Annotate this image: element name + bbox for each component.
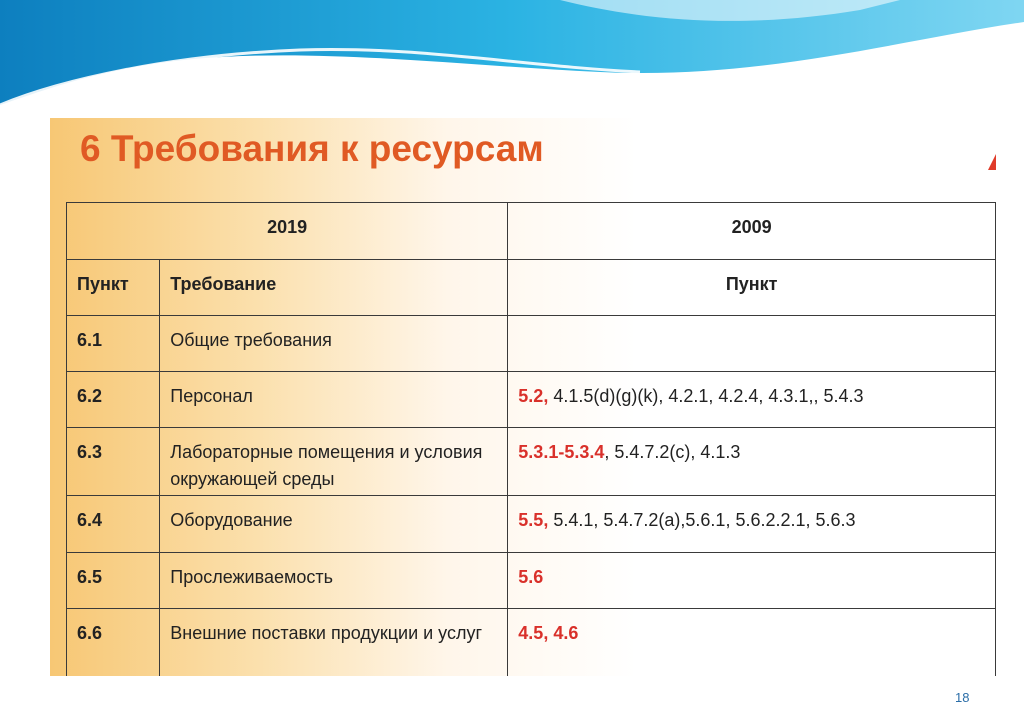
ref-highlight: 4.5, 4.6 <box>518 623 579 643</box>
ref-highlight: 5.6 <box>518 567 544 587</box>
table-row <box>67 496 996 553</box>
row-number: 6.1 <box>67 316 160 372</box>
table-header-row <box>67 260 996 316</box>
row-number: 6.4 <box>67 496 160 553</box>
row-reference <box>508 496 996 553</box>
row-number: 6.2 <box>67 372 160 428</box>
requirements-table <box>66 202 996 676</box>
page-number: 18 <box>955 690 970 705</box>
row-number: 6.6 <box>67 609 160 677</box>
ref-highlight: 5.3.1-5.3.4 <box>518 442 605 462</box>
header-point: Пункт <box>67 260 160 316</box>
slide-content <box>50 118 996 676</box>
header-point-2009: Пункт <box>508 260 996 316</box>
table-row <box>67 316 996 372</box>
row-requirement: Персонал <box>160 372 508 428</box>
red-triangle-logo-icon <box>982 148 996 180</box>
ref-rest: , 5.4.7.2(c), 4.1.3 <box>604 442 741 462</box>
table-row <box>67 609 996 677</box>
header-wave-decoration <box>0 0 1024 110</box>
ref-highlight: 5.5, <box>518 510 549 530</box>
table-row-years <box>67 203 996 260</box>
ref-rest: 4.1.5(d)(g)(k), 4.2.1, 4.2.4, 4.3.1,, 5.4.3 <box>548 386 864 406</box>
row-reference <box>508 553 996 609</box>
row-reference <box>508 316 996 372</box>
table-row <box>67 428 996 496</box>
ref-highlight: 5.2, <box>518 386 549 406</box>
row-requirement: Оборудование <box>160 496 508 553</box>
table-row <box>67 372 996 428</box>
row-number: 6.5 <box>67 553 160 609</box>
year-2019-cell: 2019 <box>67 203 508 260</box>
year-2009-cell: 2009 <box>508 203 996 260</box>
table-row <box>67 553 996 609</box>
row-number: 6.3 <box>67 428 160 496</box>
row-requirement: Общие требования <box>160 316 508 372</box>
row-reference <box>508 609 996 677</box>
ref-rest: 5.4.1, 5.4.7.2(a),5.6.1, 5.6.2.2.1, 5.6.3 <box>548 510 856 530</box>
row-requirement: Прослеживаемость <box>160 553 508 609</box>
row-requirement: Внешние поставки продукции и услуг <box>160 609 508 677</box>
slide-title: 6 Требования к ресурсам <box>80 128 544 169</box>
row-reference <box>508 372 996 428</box>
row-reference <box>508 428 996 496</box>
header-requirement: Требование <box>160 260 508 316</box>
row-requirement: Лабораторные помещения и условия окружающей среды <box>160 428 508 496</box>
